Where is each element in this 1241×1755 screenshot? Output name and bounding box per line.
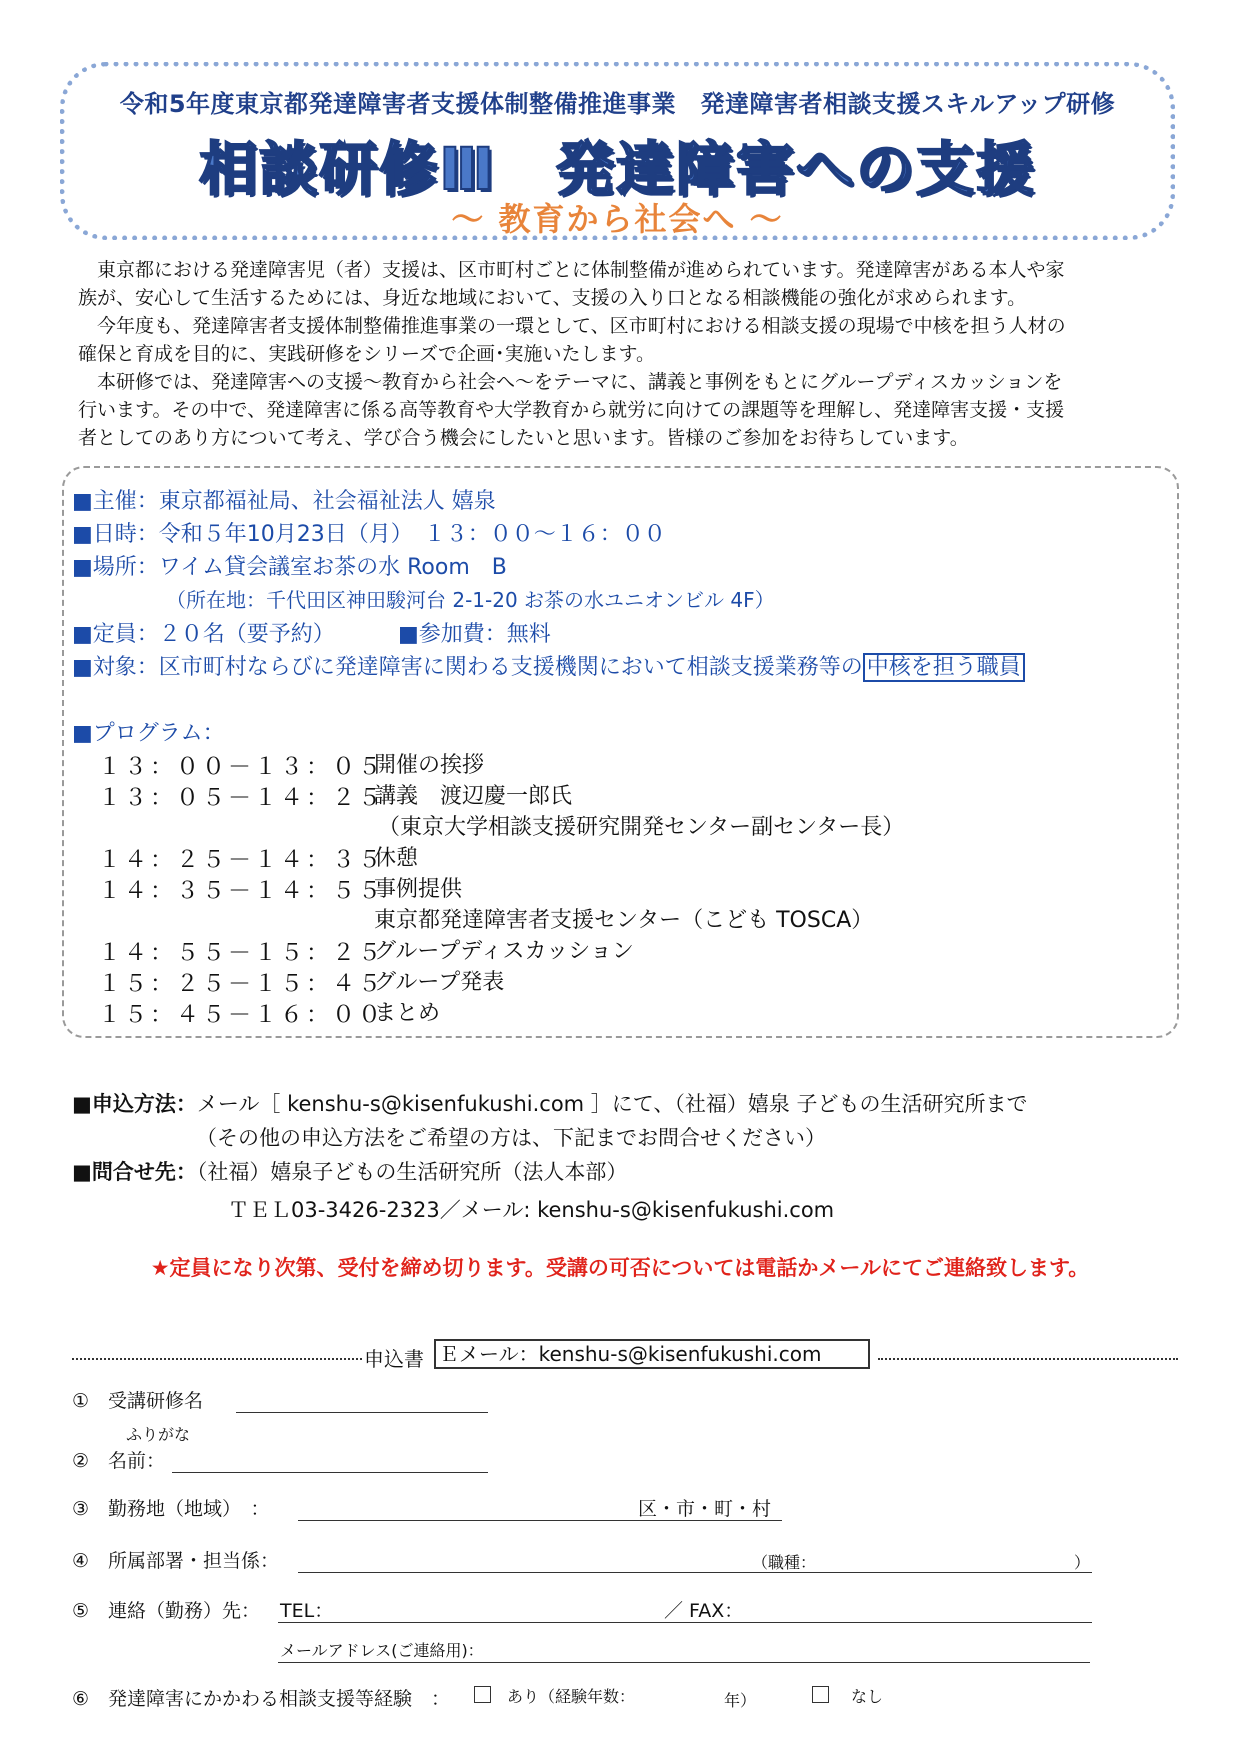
program-time: １４：２５－１４：３５ bbox=[98, 847, 384, 873]
contact-label: ■問合せ先： bbox=[72, 1160, 197, 1184]
intro-line-6: 行います。その中で、発達障害に係る高等教育や大学教育から就労に向けての課題等を理解し、発達障害支援・支援 bbox=[78, 399, 1065, 421]
course-label: ① 受講研修名 bbox=[72, 1390, 204, 1412]
event-datetime: ■日時：令和５年10月23日（月） １３：００～１６：００ bbox=[72, 522, 666, 547]
intro-line-3: 今年度も、発達障害者支援体制整備推進事業の一環として、区市町村における相談支援の現場で中核を担う人材の bbox=[78, 315, 1066, 337]
program-time: １３：０５－１４：２５ bbox=[98, 785, 384, 811]
furigana-label: ふりがな bbox=[126, 1425, 191, 1444]
contact-label-form: ⑤ 連絡（勤務）先： bbox=[72, 1600, 261, 1622]
municipality-suffix: 区・市・町・村 bbox=[638, 1498, 772, 1520]
checkbox-yes[interactable] bbox=[474, 1686, 491, 1703]
capacity: ■定員：２０名（要予約） bbox=[72, 622, 335, 647]
intro-line-5: 本研修では、発達障害への支援～教育から社会へ～をテーマに、講義と事例をもとにグループディスカッションを bbox=[78, 371, 1063, 393]
form-divider bbox=[72, 1358, 362, 1360]
venue-address: （所在地：千代田区神田駿河台 2-1-20 お茶の水ユニオンビル 4F） bbox=[166, 588, 775, 612]
form-divider bbox=[878, 1358, 1178, 1360]
application-note: （その他の申込方法をご希望の方は、下記までお問合せください） bbox=[196, 1126, 826, 1150]
program-item: 講義 渡辺慶一郎氏 bbox=[374, 784, 573, 809]
application-method-text: メール［ kenshu-s@kisenfukushi.com ］にて、（社福）嬉泉 子どもの生活研究所まで bbox=[196, 1092, 1028, 1116]
no-label: なし bbox=[851, 1687, 884, 1706]
checkbox-no[interactable] bbox=[812, 1686, 829, 1703]
email-input-line[interactable] bbox=[278, 1662, 1090, 1663]
program-item: まとめ bbox=[374, 1001, 441, 1026]
target-text: ■対象：区市町村ならびに発達障害に関わる支援機関において相談支援業務等の bbox=[72, 655, 863, 680]
course-input-line[interactable] bbox=[236, 1412, 488, 1413]
deadline-notice: ★定員になり次第、受付を締め切ります。受講の可否については電話かメールにてご連絡致します。 bbox=[150, 1256, 1090, 1280]
page-tagline: ～ 教育から社会へ ～ bbox=[451, 200, 784, 238]
contact-text: （社福）嬉泉子どもの生活研究所（法人本部） bbox=[196, 1160, 628, 1184]
form-email-box: Ｅメール：kenshu-s@kisenfukushi.com bbox=[434, 1339, 870, 1369]
yes-label: あり（経験年数： bbox=[507, 1687, 636, 1706]
program-time: １４：３５－１４：５５ bbox=[98, 878, 384, 904]
program-item: グループ発表 bbox=[374, 970, 505, 995]
program-item: 事例提供 bbox=[374, 877, 463, 902]
fax-label: ／ FAX： bbox=[664, 1600, 744, 1622]
page-title: 相談研修Ⅲ 発達障害への支援 bbox=[199, 135, 1036, 203]
program-time: １４：５５－１５：２５ bbox=[98, 940, 384, 966]
program-time: １５：２５－１５：４５ bbox=[98, 971, 384, 997]
program-time: １５：４５－１６：００ bbox=[98, 1002, 384, 1028]
program-item: 東京都発達障害者支援センター（こども TOSCA） bbox=[374, 908, 874, 933]
program-label: ■プログラム： bbox=[72, 721, 225, 746]
program-item: 開催の挨拶 bbox=[374, 753, 485, 778]
form-heading: 申込書 bbox=[364, 1347, 424, 1371]
event-venue: ■場所：ワイム貸会議室お茶の水 Room B bbox=[72, 555, 507, 580]
department-input-line[interactable] bbox=[298, 1572, 1092, 1573]
job-type-label: （職種： bbox=[752, 1553, 817, 1572]
participation-fee: ■参加費：無料 bbox=[398, 622, 551, 647]
experience-yes bbox=[474, 1684, 635, 1707]
form-row-course bbox=[72, 1386, 203, 1413]
organizer: ■主催：東京都福祉局、社会福祉法人 嬉泉 bbox=[72, 489, 496, 514]
header-subtitle: 令和5年度東京都発達障害者支援体制整備推進事業 発達障害者相談支援スキルアップ研修 bbox=[119, 90, 1116, 118]
workplace-label: ③ 勤務地（地域） ： bbox=[72, 1498, 270, 1520]
application-method-label: ■申込方法： bbox=[72, 1092, 197, 1116]
name-input-line[interactable] bbox=[172, 1472, 488, 1473]
program-item: （東京大学相談支援研究開発センター副センター長） bbox=[378, 815, 905, 840]
program-time: １３：００－１３：０５ bbox=[98, 754, 384, 780]
job-type-close: ） bbox=[1074, 1553, 1091, 1572]
email-label: メールアドレス(ご連絡用)： bbox=[280, 1641, 484, 1660]
program-item: 休憩 bbox=[374, 846, 419, 871]
intro-line-1: 東京都における発達障害児（者）支援は、区市町村ごとに体制整備が進められています。発達障害がある本人や家 bbox=[78, 259, 1065, 281]
experience-label: ⑥ 発達障害にかかわる相談支援等経験 ： bbox=[72, 1688, 451, 1710]
department-label: ④ 所属部署・担当係： bbox=[72, 1550, 280, 1572]
intro-line-2: 族が、安心して生活するためには、身近な地域において、支援の入り口となる相談機能の強化が求められます。 bbox=[78, 287, 1027, 309]
application-method bbox=[72, 1088, 1028, 1118]
intro-line-7: 者としてのあり方について考え、学び合う機会にしたいと思います。皆様のご参加をお待ちしています。 bbox=[78, 427, 969, 449]
experience-no bbox=[812, 1684, 883, 1707]
intro-line-4: 確保と育成を目的に、実践研修をシリーズで企画･実施いたします。 bbox=[78, 343, 656, 365]
name-label: ② 名前： bbox=[72, 1450, 166, 1472]
target-highlight: 中核を担う職員 bbox=[863, 653, 1025, 682]
years-label: 年） bbox=[724, 1691, 757, 1710]
tel-fax-input-line[interactable] bbox=[278, 1622, 1092, 1623]
tel-label: TEL： bbox=[280, 1600, 334, 1622]
contact bbox=[72, 1156, 627, 1186]
program-item: グループディスカッション bbox=[374, 939, 634, 964]
contact-details: ＴＥＬ03-3426-2323／メール: kenshu-s@kisenfukushi.com bbox=[228, 1198, 835, 1222]
target-audience bbox=[72, 650, 1025, 681]
